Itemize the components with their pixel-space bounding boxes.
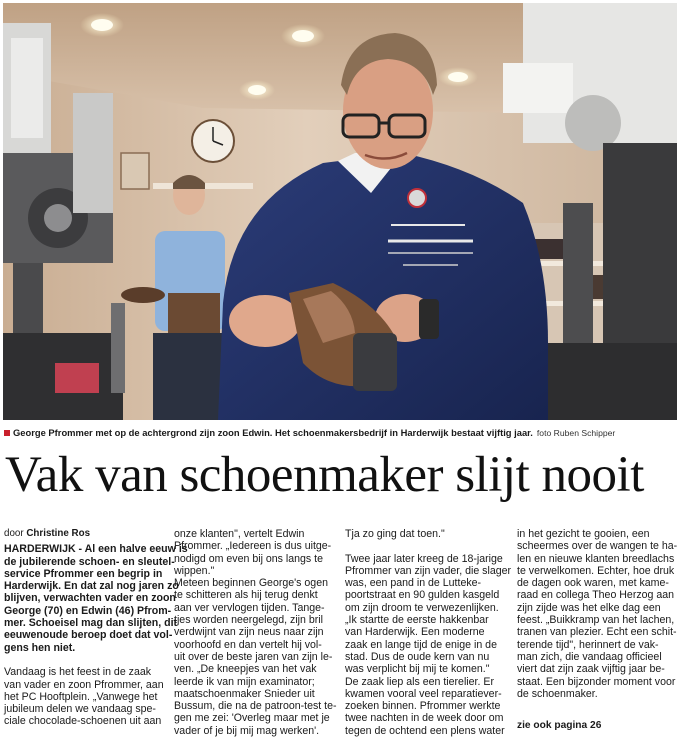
text-line: vader of je bij mij mag werken'. [174,724,320,737]
text-line: de jubilerende schoen- en sleutel- [4,555,175,568]
text-line: nodigd om even bij ons langs te [174,552,324,565]
text-line: Pfrommer van zijn vader, die slager [345,564,512,577]
text-line: twee nachten in de week door om [345,712,504,725]
text-line: Tja zo ging dat toen." [345,528,445,540]
text-line: HARDERWIJK - Al een halve eeuw is [4,543,188,556]
article-column-1 [4,528,188,728]
text-line: uit over de beste jaren van zijn le- [174,650,333,663]
text-line: om zijn droom te verwezenlijken. [345,601,499,614]
text-line: tegen de ochtend een plens water [345,724,505,737]
article-photo [3,3,677,420]
text-line: zoeken binnen. Pfrommer werkte [345,700,501,713]
column-3-text [345,528,513,737]
text-line: stad. Dus de oude kern van nu [345,650,490,663]
text-line: jubileum delen we vandaag spe- [4,703,156,716]
text-line: ven. „De kneepjes van het vak [174,663,317,676]
text-line: Twee jaar later kreeg de 18-jarige [345,552,503,565]
text-line: blijven, verwachten vader en zoon [4,592,176,605]
text-line: „Ik startte de eerste hakkenbar [345,614,489,627]
text-line: het PC Hooftplein. „Vanwege het [4,690,158,703]
text-line: te schitteren als hij terug denkt [174,589,318,602]
caption-text: George Pfrommer met op de achtergrond zijn zoon Edwin. Het schoenmakersbedrijf in Harderwijk bestaat vijftig jaar. [13,427,533,438]
text-line: scheermes over de wangen te ha- [517,540,678,553]
paragraph-gap [4,654,164,666]
text-line: maatschoenmaker Snieder uit [174,687,315,700]
text-line: te verwelkomen. Echter, hoe druk [517,564,675,577]
text-line: feest. „Buikkramp van het lachen, [517,614,675,627]
text-line: Bussum, die na de patroon-test te- [174,700,337,713]
text-line: eeuwenoude beroep doet dat vol- [4,629,173,642]
text-line: aan ver vervlogen tijden. Tange- [174,601,325,614]
byline-author: Christine Ros [26,528,91,539]
column-4-text [517,528,679,700]
text-line: staat. Een bijzonder moment voor [517,675,676,688]
text-line: wippen." [174,564,215,577]
text-line: verdwijnt van zijn neus naar zijn [174,626,324,639]
article-column-2 [174,528,342,737]
text-line: de schoenmaker. [517,687,598,700]
text-line: voorhoofd en dan vertelt hij vol- [174,638,322,651]
text-line: Pfrommer. „Iedereen is dus uitge- [174,540,332,553]
text-line: raad en collega Theo Herzog aan [517,589,675,602]
text-line: terende tijd", herinnert de vak- [517,638,659,651]
text-line: Harderwijk. En dat zal nog jaren zo [4,580,179,593]
text-line: mer. Schoeisel mag dan slijten, dit [4,617,178,630]
article-column-3 [345,528,513,737]
text-line: zijn zijde was het elke dag een [517,601,661,614]
column-1-text [4,543,188,728]
text-line: de dagen ook waren, met kame- [517,577,669,590]
text-line: service Pfrommer een begrip in [4,567,163,580]
text-line: De zaak liep als een tierelier. Er [345,675,494,688]
caption-marker-icon [4,430,10,436]
photo-credit: foto Ruben Schipper [536,428,616,438]
photo-caption [4,427,676,439]
text-line: gen me zei: 'Overleg maar met je [174,712,330,725]
see-also-reference[interactable]: zie ook pagina 26 [517,720,602,731]
text-line: in het gezicht te gooien, een [517,528,650,540]
text-line: man zich, die vandaag officieel [517,650,662,663]
text-line: Vandaag is het feest in de zaak [4,666,152,679]
text-line: leerde ik van mijn examinator; [174,675,315,688]
text-line: was verplicht bij mij te komen." [345,663,490,676]
text-line: onze klanten", vertelt Edwin [174,528,305,540]
text-line: van Harderwijk. Een moderne [345,626,485,639]
text-line: kwamen vooral veel reparatiever- [345,687,502,700]
article-headline: Vak van schoenmaker slijt nooit [5,447,644,503]
text-line: George (70) en Edwin (46) Pfrom- [4,604,172,617]
text-line: poortstraat en 90 gulden kasgeld [345,589,500,602]
text-line: len en nieuwe klanten breedlachs [517,552,675,565]
text-line: was, een pand in de Lutteke- [345,577,482,590]
text-line: ciale chocolade-schoenen uit aan [4,715,162,728]
text-line: tjes worden neergelegd, zijn bril [174,614,323,627]
byline-prefix: door [4,528,24,539]
text-line: van vader en zoon Pfrommer, aan [4,678,164,691]
text-line: Meteen beginnen George's ogen [174,577,328,590]
paragraph-gap [345,540,513,552]
text-line: gens hen niet. [4,641,76,654]
text-line: viert dat zijn zaak vijftig jaar be- [517,663,665,676]
shoemaker-photo-illustration [3,3,677,420]
article-column-4 [517,528,679,700]
byline [4,528,164,540]
text-line: tranen van plezier. Echt een schit- [517,626,677,639]
text-line: zaak en lange tijd de enige in de [345,638,497,651]
column-2-text [174,528,342,737]
